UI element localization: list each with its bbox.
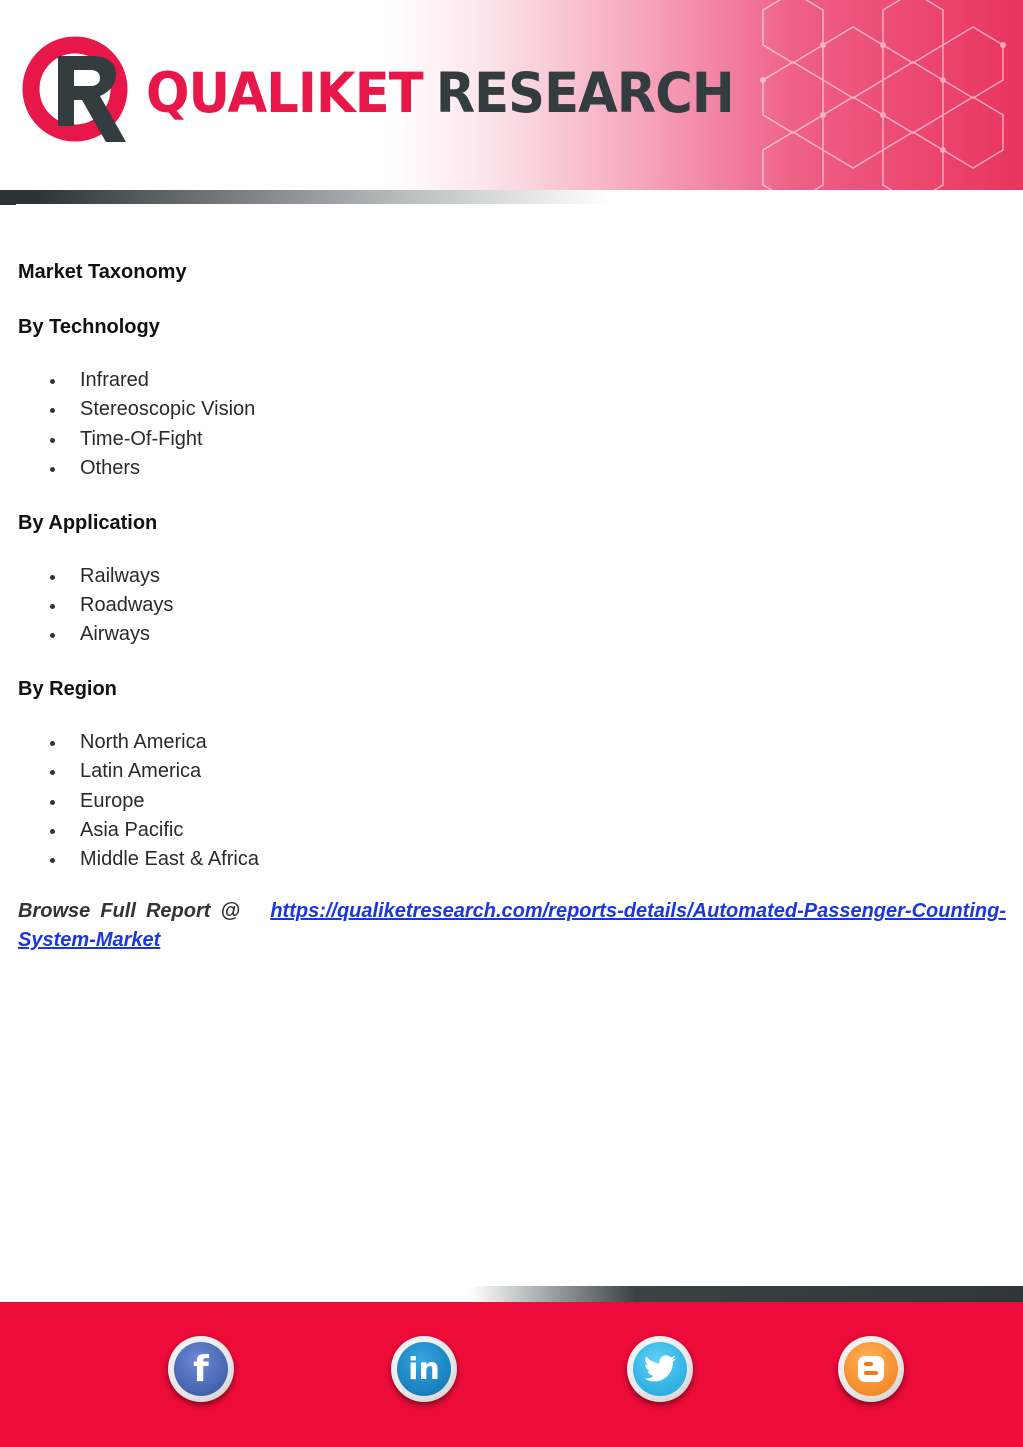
blogger-button[interactable]	[838, 1336, 904, 1402]
twitter-icon	[633, 1342, 687, 1396]
facebook-icon: f	[174, 1342, 228, 1396]
brand-primary-text: QUALIKET	[146, 61, 423, 125]
section-heading-application: By Application	[18, 511, 158, 534]
blogger-icon	[844, 1342, 898, 1396]
linkedin-button[interactable]	[391, 1336, 457, 1402]
main-content	[18, 256, 1006, 976]
list-item: Railways	[18, 562, 1006, 591]
header-divider-bar	[0, 190, 610, 204]
list-item: Airways	[18, 620, 1006, 649]
list-item: Stereoscopic Vision	[18, 395, 1006, 424]
list-item: Asia Pacific	[18, 816, 1006, 845]
list-item: Others	[18, 454, 1006, 483]
report-link[interactable]: https://qualiketresearch.com/reports-details/Automated-Passenger-Counting-System-Market	[18, 899, 1006, 952]
technology-list	[18, 366, 1006, 484]
list-item: Time-Of-Fight	[18, 425, 1006, 454]
browse-full-report	[18, 897, 1006, 956]
section-heading-region: By Region	[18, 677, 117, 700]
page-title: Market Taxonomy	[18, 261, 187, 283]
list-item: Infrared	[18, 366, 1006, 395]
header-divider-tab	[0, 202, 16, 205]
page-header	[0, 0, 1023, 190]
list-item: North America	[18, 728, 1006, 757]
list-item: Roadways	[18, 591, 1006, 620]
browse-label: Browse Full Report @	[18, 899, 241, 922]
hexagon-pattern-decoration	[723, 0, 1023, 190]
page-footer	[0, 1302, 1023, 1447]
region-list	[18, 728, 1006, 875]
twitter-button[interactable]	[627, 1336, 693, 1402]
section-heading-technology: By Technology	[18, 316, 160, 338]
list-item: Middle East & Africa	[18, 845, 1006, 874]
application-list	[18, 562, 1006, 650]
brand-secondary-text: RESEARCH	[435, 61, 734, 125]
linkedin-icon: in	[397, 1342, 451, 1396]
list-item: Latin America	[18, 757, 1006, 786]
facebook-button[interactable]	[168, 1336, 234, 1402]
brand-name	[146, 58, 734, 128]
list-item: Europe	[18, 787, 1006, 816]
qualiket-logo-icon	[20, 34, 138, 150]
